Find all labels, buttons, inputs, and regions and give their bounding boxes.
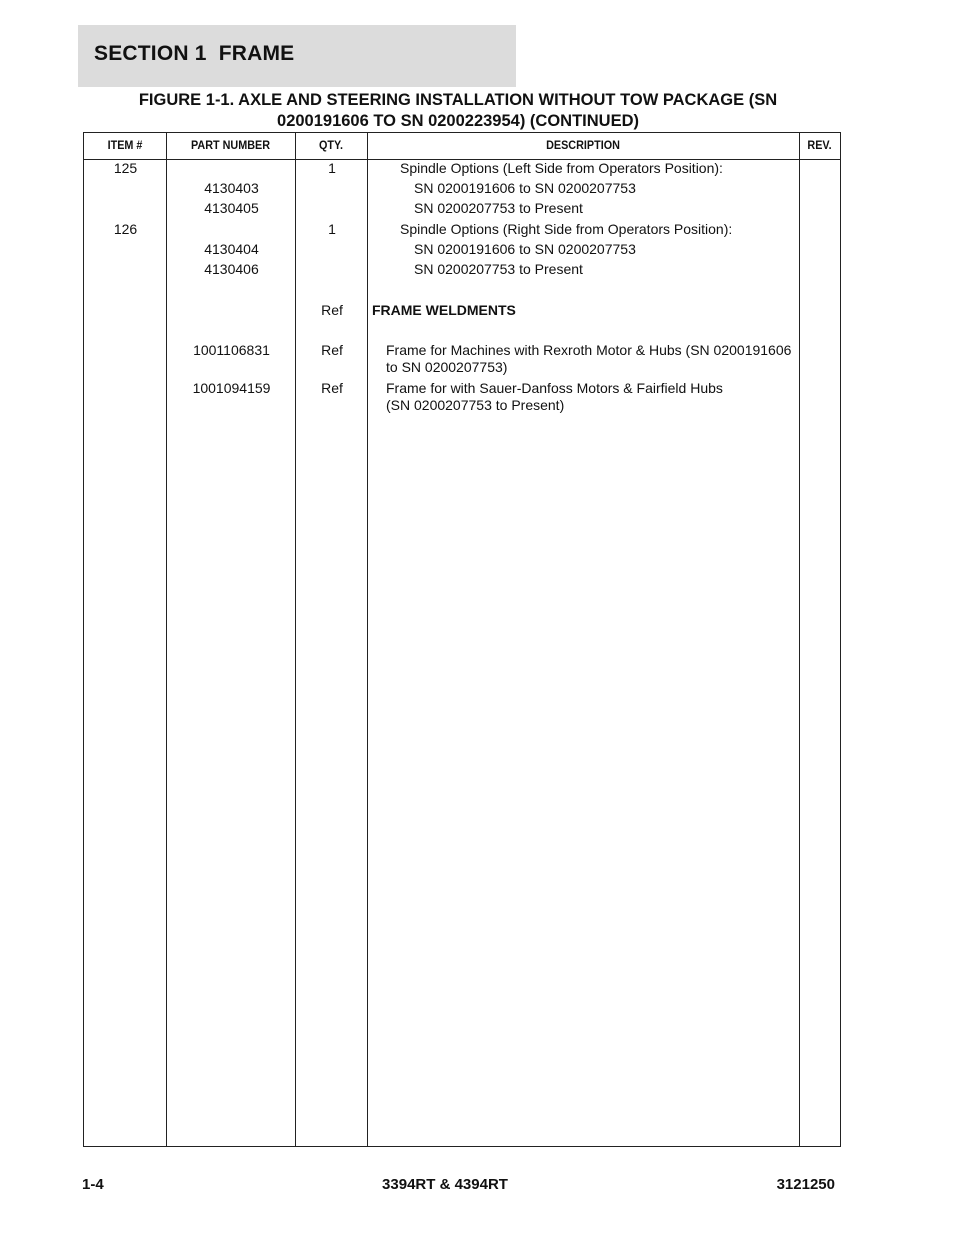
- section-title: SECTION 1 FRAME: [94, 42, 295, 65]
- column-divider: [295, 133, 296, 1146]
- model-name: 3394RT & 4394RT: [382, 1176, 508, 1193]
- description: (SN 0200207753 to Present): [386, 397, 565, 413]
- description: SN 0200191606 to SN 0200207753: [414, 180, 636, 196]
- header-item: ITEM #: [107, 138, 143, 152]
- description: SN 0200191606 to SN 0200207753: [414, 241, 636, 257]
- item-number: 126: [113, 221, 138, 237]
- page-number: 1-4: [82, 1176, 104, 1193]
- part-number: 1001106831: [193, 342, 270, 358]
- quantity: Ref: [321, 302, 343, 318]
- quantity: Ref: [321, 342, 343, 358]
- column-divider: [367, 133, 368, 1146]
- header-qty: QTY.: [318, 138, 343, 152]
- document-number: 3121250: [776, 1176, 835, 1193]
- figure-title: FIGURE 1-1. AXLE AND STEERING INSTALLATION WITHOUT TOW PACKAGE (SN 0200191606 TO SN 0200223954) (CONTINUED): [138, 91, 778, 130]
- header-part-number: PART NUMBER: [190, 138, 271, 152]
- header-description: DESCRIPTION: [546, 138, 620, 152]
- column-divider: [166, 133, 167, 1146]
- item-number: 125: [113, 160, 138, 176]
- section-banner: [78, 25, 516, 87]
- part-number: 1001094159: [192, 380, 271, 396]
- column-divider: [799, 133, 800, 1146]
- part-number: 4130406: [204, 261, 259, 277]
- description: Frame for Machines with Rexroth Motor & Hubs (SN 0200191606 to SN 0200207753): [386, 342, 792, 375]
- description: Spindle Options (Left Side from Operators Position):: [400, 160, 723, 176]
- description: Spindle Options (Right Side from Operators Position):: [400, 221, 733, 237]
- description: SN 0200207753 to Present: [414, 261, 583, 277]
- part-number: 4130404: [204, 241, 259, 257]
- quantity: 1: [328, 221, 336, 237]
- part-number: 4130403: [204, 180, 259, 196]
- description: Frame for with Sauer-Danfoss Motors & Fairfield Hubs: [386, 380, 723, 396]
- header-rev: REV.: [807, 138, 832, 152]
- quantity: Ref: [321, 380, 343, 396]
- parts-table: [83, 132, 841, 1147]
- quantity: 1: [328, 160, 336, 176]
- description: SN 0200207753 to Present: [414, 200, 583, 216]
- part-number: 4130405: [204, 200, 259, 216]
- group-heading: FRAME WELDMENTS: [372, 302, 516, 318]
